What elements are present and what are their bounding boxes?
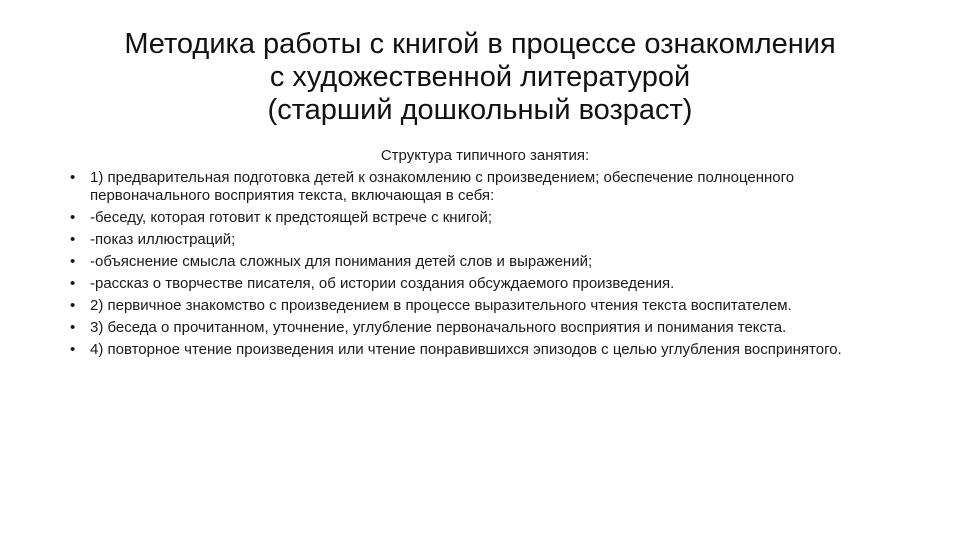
list-item xyxy=(70,319,900,337)
title-line-3: (старший дошкольный возраст) xyxy=(267,94,693,126)
list-item xyxy=(70,341,900,359)
list-item-text: 4) повторное чтение произведения или чтение понравившихся эпизодов с целью углубления воспринятого. xyxy=(90,341,842,358)
list-item xyxy=(70,297,900,315)
title-line-1: Методика работы с книгой в процессе ознакомления xyxy=(124,28,836,60)
content-subtitle: Структура типичного занятия: xyxy=(380,147,590,164)
slide-title xyxy=(100,28,860,127)
title-line-2: с художественной литературой xyxy=(269,61,691,93)
list-item-text: 1) предварительная подготовка детей к ознакомлению с произведением; обеспечение полноценного первоначального восприятия текста, включающая в себя: xyxy=(90,169,795,204)
list-item xyxy=(70,231,900,249)
bullet-icon: • xyxy=(70,297,76,314)
list-item-text: 3) беседа о прочитанном, уточнение, углубление первоначального восприятия и понимания текста. xyxy=(90,319,787,336)
bullet-icon: • xyxy=(70,209,76,226)
list-item xyxy=(70,209,900,227)
list-item xyxy=(70,253,900,271)
list-item xyxy=(70,275,900,293)
list-item-text: -показ иллюстраций; xyxy=(90,231,236,248)
slide-content xyxy=(70,147,900,363)
bullet-icon: • xyxy=(70,169,76,186)
bullet-icon: • xyxy=(70,341,76,358)
bullet-icon: • xyxy=(70,231,76,248)
bullet-list xyxy=(70,169,900,359)
list-item-text: 2) первичное знакомство с произведением в процессе выразительного чтения текста воспитателем. xyxy=(90,297,792,314)
list-item xyxy=(70,169,900,205)
bullet-icon: • xyxy=(70,275,76,292)
list-item-text: -объяснение смысла сложных для понимания детей слов и выражений; xyxy=(90,253,593,270)
list-item-text: -рассказ о творчестве писателя, об истории создания обсуждаемого произведения. xyxy=(90,275,675,292)
bullet-icon: • xyxy=(70,253,76,270)
list-item-text: -беседу, которая готовит к предстоящей встрече с книгой; xyxy=(90,209,492,226)
bullet-icon: • xyxy=(70,319,76,336)
